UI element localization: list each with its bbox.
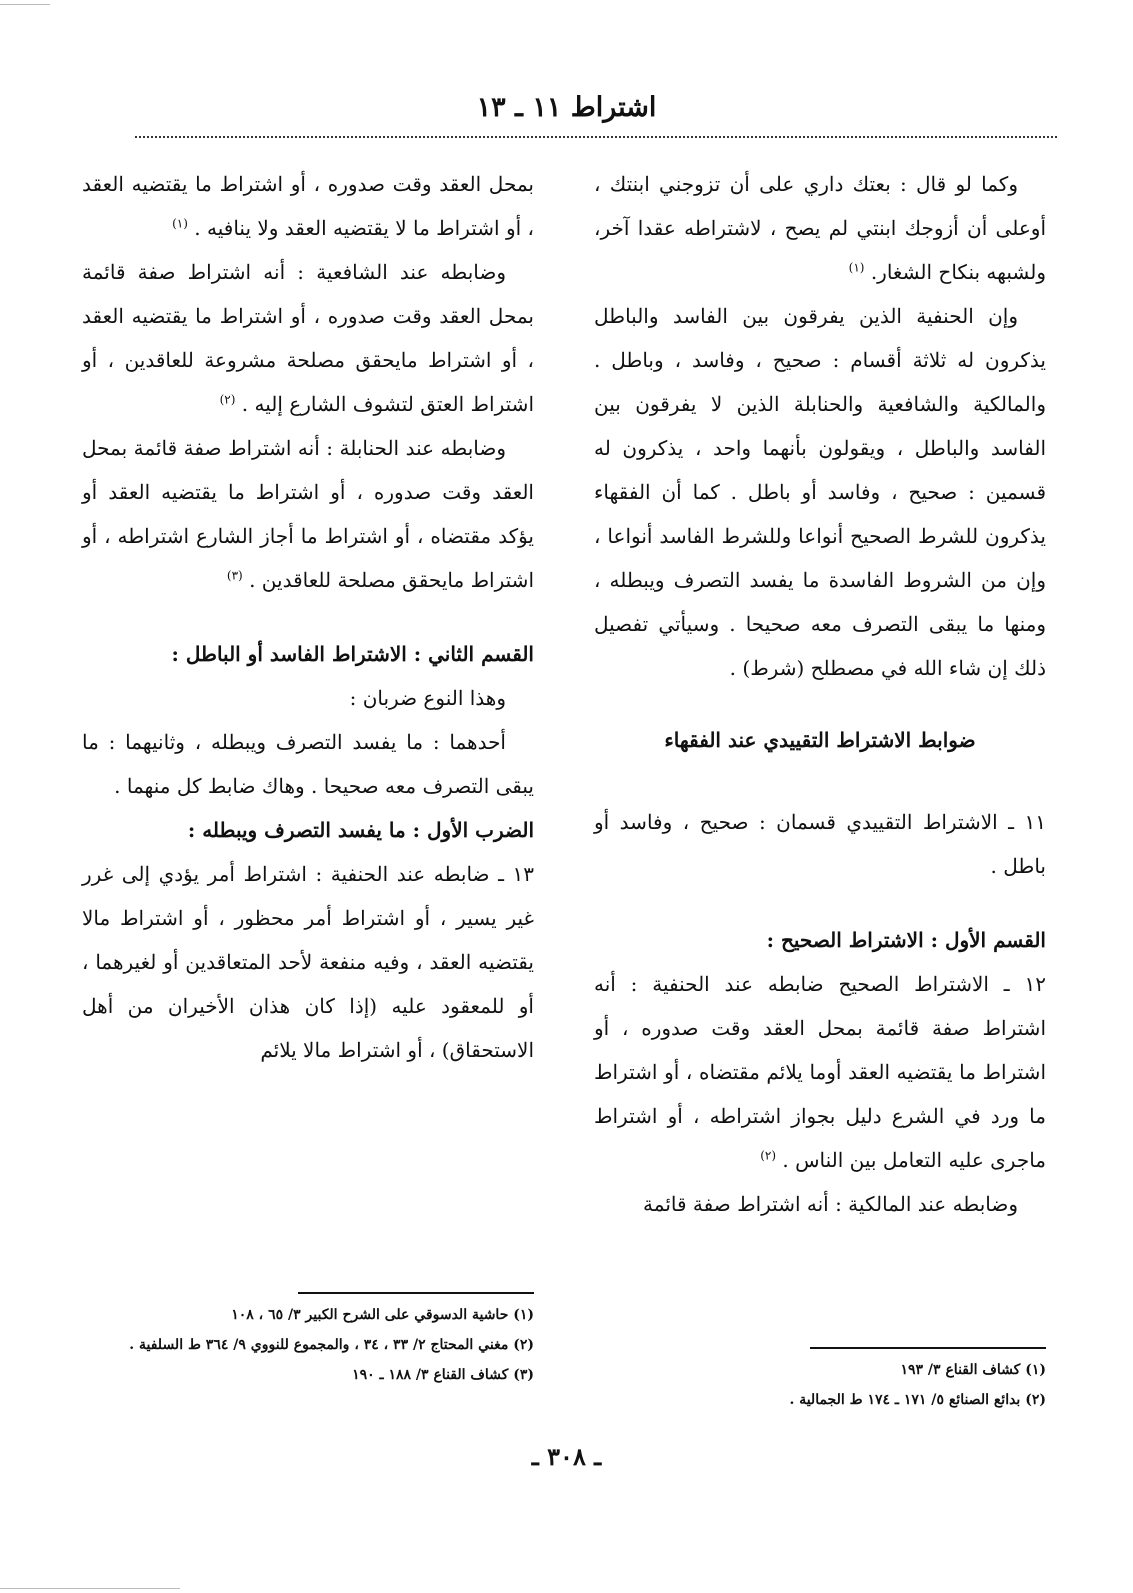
footnote: (١) كشاف القناع ٣/ ١٩٣ <box>900 1362 1046 1378</box>
paragraph: ١١ ـ الاشتراط التقييدي قسمان : صحيح ، وفاسد أو باطل . <box>594 810 1046 878</box>
footnotes-right <box>594 1347 1046 1415</box>
right-column <box>594 162 1046 1226</box>
footnote-ref: (١) <box>848 260 865 275</box>
left-column <box>82 162 534 1072</box>
footnote: (٢) مغني المحتاج ٢/ ٣٣ ، ٣٤ ، والمجموع للنووي ٩/ ٣٦٤ ط السلفية . <box>129 1337 534 1353</box>
scan-edge-top <box>0 4 50 5</box>
footnote-ref: (١) <box>172 216 188 231</box>
footnote-ref: (٢) <box>760 1148 777 1163</box>
scan-edge-bottom <box>0 1588 180 1589</box>
paragraph: وضابطه عند الحنابلة : أنه اشتراط صفة قائمة بمحل العقد وقت صدوره ، أو اشتراط ما يقتضيه العقد أو يؤكد مقتضاه ، أو اشتراط ما أجاز الشارع اشتراطه ، أو اشتراط مايحقق مصلحة للعاقدين . $^{(٣)}$ <box>82 436 534 592</box>
paragraph: وضابطه عند الشافعية : أنه اشتراط صفة قائمة بمحل العقد وقت صدوره ، أو اشتراط ما يقتضيه العقد ، أو اشتراط مايحقق مصلحة مشروعة للعاقدين ، أو اشتراط العتق لتشوف الشارع إليه . $^{(٢)}$ <box>82 260 534 416</box>
paragraph: بمحل العقد وقت صدوره ، أو اشتراط ما يقتضيه العقد ، أو اشتراط ما لا يقتضيه العقد ولا ينافيه . $^{(١)}$ <box>82 172 534 240</box>
header-dotted-rule <box>135 136 1057 138</box>
section-heading: ضوابط الاشتراط التقييدي عند الفقهاء <box>664 728 976 752</box>
paragraph: وإن الحنفية الذين يفرقون بين الفاسد والباطل يذكرون له ثلاثة أقسام : صحيح ، وفاسد ، وباطل . والمالكية والشافعية والحنابلة الذين لا يفرقون بين الفاسد والباطل ، ويقولون بأنهما واحد ، يذكرون له قسمين : صحيح ، وفاسد أو باطل . كما أن الفقهاء يذكرون للشرط الصحيح أنواعا وللشرط الفاسد أنواعا ، وإن من الشروط الفاسدة ما يفسد التصرف ويبطله ، ومنها ما يبقى التصرف معه صحيحا . وسيأتي تفصيل ذلك إن شاء الله في مصطلح (شرط) . <box>594 304 1046 680</box>
subsection-title: القسم الثاني : الاشتراط الفاسد أو الباطل : <box>171 642 534 666</box>
subsection-title: الضرب الأول : ما يفسد التصرف ويبطله : <box>187 818 534 842</box>
paragraph: وكما لو قال : بعتك داري على أن تزوجني ابنتك ، أوعلى أن أزوجك ابنتي لم يصح ، لاشتراطه عقدا آخر، ولشبهه بنكاح الشغار. $^{(١)}$ <box>594 172 1046 284</box>
paragraph: ١٣ ـ ضابطه عند الحنفية : اشتراط أمر يؤدي إلى غرر غير يسير ، أو اشتراط أمر محظور ، أو اشتراط مالا يقتضيه العقد ، وفيه منفعة لأحد المتعاقدين أو لغيرهما ، أو للمعقود عليه (إذا كان هذان الأخيران من أهل الاستحقاق) ، أو اشتراط مالا يلائم <box>82 862 534 1062</box>
page-number: ـ ٣٠٨ ـ <box>531 1442 602 1471</box>
subsection-title: القسم الأول : الاشتراط الصحيح : <box>766 928 1046 952</box>
footnote: (٢) بدائع الصنائع ٥/ ١٧١ ـ ١٧٤ ط الجمالية . <box>789 1392 1046 1408</box>
paragraph: ١٢ ـ الاشتراط الصحيح ضابطه عند الحنفية : أنه اشتراط صفة قائمة بمحل العقد وقت صدوره ، أو اشتراط ما يقتضيه العقد أوما يلائم مقتضاه ، أو اشتراط ما ورد في الشرع دليل بجواز اشتراطه ، أو اشتراط ماجرى عليه التعامل بين الناس . $^{(٢)}$ <box>594 972 1046 1172</box>
footnote: (٣) كشاف القناع ٣/ ١٨٨ ـ ١٩٠ <box>352 1367 534 1383</box>
footnote: (١) حاشية الدسوقي على الشرح الكبير ٣/ ٦٥ ، ١٠٨ <box>231 1307 534 1323</box>
paragraph: وهذا النوع ضربان : <box>349 686 506 710</box>
footnote-ref: (٢) <box>219 392 236 407</box>
page-header-title: اشتراط ١١ ـ ١٣ <box>476 92 657 123</box>
footnote-ref: (٣) <box>226 568 243 583</box>
footnotes-left <box>82 1292 534 1390</box>
paragraph: وضابطه عند المالكية : أنه اشتراط صفة قائمة <box>643 1192 1018 1216</box>
footnote-rule <box>298 1292 534 1294</box>
paragraph: أحدهما : ما يفسد التصرف ويبطله ، وثانيهما : ما يبقى التصرف معه صحيحا . وهاك ضابط كل منهما . <box>82 730 534 798</box>
footnote-rule <box>810 1347 1046 1349</box>
